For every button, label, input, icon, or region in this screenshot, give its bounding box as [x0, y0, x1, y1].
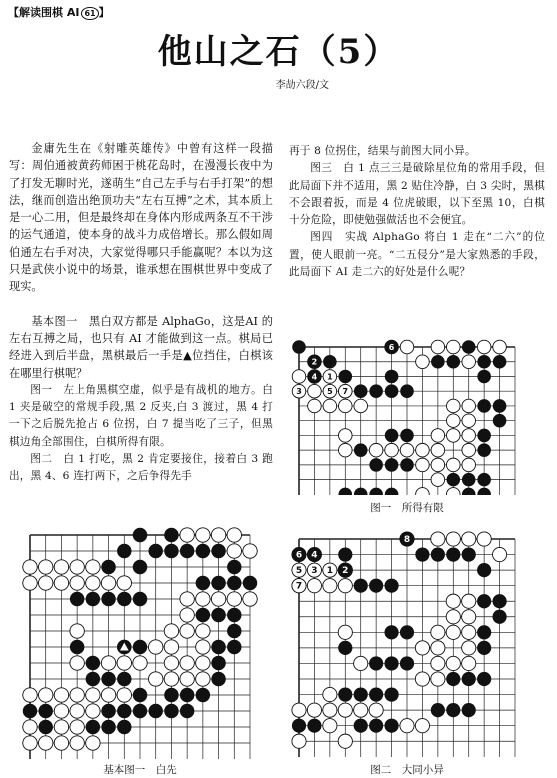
white-stone [38, 688, 52, 702]
white-stone [148, 672, 162, 686]
black-stone [101, 672, 115, 686]
white-stone [308, 384, 322, 398]
black-stone [493, 414, 507, 428]
continuation-paragraph: 再于 8 位拐住，结果与前图大同小异。 [289, 145, 476, 157]
white-stone [338, 625, 352, 639]
white-stone [462, 443, 476, 457]
black-stone [385, 458, 399, 472]
move-number: 8 [403, 535, 411, 545]
white-stone [164, 656, 178, 670]
black-stone [477, 443, 491, 457]
white-stone [308, 399, 322, 413]
black-stone [354, 443, 368, 457]
basic-diagram-paragraph: 基本图一 黑白双方都是 AlphaGo，这是AI 的左右互搏之局，也只有 AI 才能做到这一点。棋局已经进入到后半盘，黑棋最后一手是▲位挡住，白棋该在哪里行棋呢？ [9, 314, 273, 380]
black-stone [117, 672, 131, 686]
black-stone [211, 576, 225, 590]
white-stone [447, 399, 461, 413]
black-stone [323, 355, 337, 369]
white-stone [38, 560, 52, 574]
black-stone [117, 592, 131, 606]
black-stone [400, 384, 414, 398]
black-stone [462, 488, 476, 495]
black-stone [38, 720, 52, 734]
black-stone [101, 592, 115, 606]
black-stone [384, 687, 398, 701]
black-stone [211, 608, 225, 622]
white-stone [117, 576, 131, 590]
black-stone [493, 355, 507, 369]
white-stone [86, 688, 100, 702]
black-stone [492, 594, 506, 608]
white-stone [339, 399, 353, 413]
black-stone [180, 704, 194, 718]
black-stone [400, 625, 414, 639]
black-stone [447, 473, 461, 487]
white-stone [431, 656, 445, 670]
caption-fig1: 图一 所得有限 [370, 502, 444, 514]
white-stone [415, 719, 429, 733]
white-stone [196, 528, 210, 542]
black-stone [133, 704, 147, 718]
white-stone [180, 656, 194, 670]
black-stone [492, 610, 506, 624]
stones [292, 340, 506, 495]
black-stone [148, 704, 162, 718]
move-number: 6 [388, 343, 395, 352]
black-stone [227, 624, 241, 638]
black-stone [243, 576, 257, 590]
black-stone [101, 560, 115, 574]
white-stone [462, 429, 476, 443]
white-stone [38, 576, 52, 590]
white-stone [292, 734, 306, 748]
white-stone [369, 703, 383, 717]
white-stone [338, 703, 352, 717]
white-stone [70, 656, 84, 670]
white-stone [446, 532, 460, 546]
white-stone [493, 340, 507, 354]
black-stone [384, 579, 398, 593]
white-stone [307, 703, 321, 717]
move-number: 2 [342, 566, 349, 577]
white-stone [101, 688, 115, 702]
black-stone [493, 399, 507, 413]
article-author: 李劼六段/文 [275, 80, 329, 91]
move-number: 1 [326, 566, 333, 577]
white-stone [415, 672, 429, 686]
white-stone [196, 656, 210, 670]
white-stone [70, 704, 84, 718]
black-stone [369, 488, 383, 495]
white-stone [447, 458, 461, 472]
black-stone [431, 547, 445, 561]
black-stone [447, 355, 461, 369]
white-stone [54, 576, 68, 590]
white-stone [23, 560, 37, 574]
white-stone [339, 429, 353, 443]
intro-paragraph: 金庸先生在《射雕英雄传》中曾有这样一段描写：周伯通被黄药师困于桃花岛时，在漫漫长夜中为了打发无聊时光，遂萌生“自己左手与右手打架”的想法，继而创造出绝顶功夫“左右互搏”之术，其本质上是一心二用，但是最终却在身体内形成两条互不干涉的运气通道，使本身的战斗力成倍增长。那么假如周伯通左右手对决，大家觉得哪只手能赢呢？本以为这只是武侠小说中的场景，谁承想在围棋世界中变成了现实。 [9, 142, 273, 294]
white-stone [196, 640, 210, 654]
black-stone [477, 563, 491, 577]
white-stone [23, 720, 37, 734]
black-stone [211, 544, 225, 558]
figure1-paragraph: 图一 左上角黑棋空虚，似乎是有战机的地方。白 1 夹是破空的常规手段,黑 2 反夹,白 3 渡过，黑 4 打一下之后脱先抢占 6 位拐，白 7 提当吃了三子，但黑棋边角全部围住，白棋所得有限。 [9, 383, 273, 448]
black-stone [117, 720, 131, 734]
black-stone [369, 579, 383, 593]
black-stone [133, 688, 147, 702]
white-stone [477, 532, 491, 546]
black-stone [196, 576, 210, 590]
white-stone [431, 641, 445, 655]
move-number: 6 [295, 550, 303, 561]
white-stone [292, 703, 306, 717]
white-stone [416, 458, 430, 472]
black-stone [339, 488, 353, 495]
black-stone [180, 544, 194, 558]
white-stone [196, 592, 210, 606]
white-stone [462, 532, 476, 546]
move-number: 5 [295, 566, 303, 577]
go-board-fig2 [291, 531, 523, 757]
black-stone [462, 473, 476, 487]
black-stone [86, 672, 100, 686]
white-stone [133, 656, 147, 670]
black-stone [38, 704, 52, 718]
black-stone [446, 672, 460, 686]
black-stone [86, 656, 100, 670]
move-number: 3 [296, 387, 302, 397]
white-stone [54, 736, 68, 750]
black-stone [369, 719, 383, 733]
white-stone [70, 576, 84, 590]
move-number: 7 [342, 387, 349, 397]
black-stone [354, 488, 368, 495]
black-stone [339, 370, 353, 384]
white-stone [354, 399, 368, 413]
black-stone [133, 560, 147, 574]
white-stone [86, 704, 100, 718]
white-stone [462, 641, 476, 655]
white-stone [227, 592, 241, 606]
series-number-badge: 61 [81, 7, 98, 20]
white-stone [431, 625, 445, 639]
white-stone [339, 443, 353, 457]
white-stone [462, 594, 476, 608]
caption-fig2: 图二 大同小异 [370, 764, 444, 776]
black-stone [400, 458, 414, 472]
white-stone [447, 414, 461, 428]
white-stone [431, 340, 445, 354]
white-stone [462, 610, 476, 624]
black-stone [211, 640, 225, 654]
white-stone [70, 736, 84, 750]
black-stone [477, 429, 491, 443]
white-stone [338, 579, 352, 593]
black-stone [462, 672, 476, 686]
black-stone [164, 704, 178, 718]
black-stone [338, 547, 352, 561]
white-stone [211, 592, 225, 606]
move-number: 1 [327, 372, 333, 382]
white-stone [86, 560, 100, 574]
black-stone [400, 429, 414, 443]
white-stone [70, 560, 84, 574]
black-stone [227, 608, 241, 622]
white-stone [400, 443, 414, 457]
white-stone [323, 579, 337, 593]
white-stone [477, 340, 491, 354]
white-stone [462, 355, 476, 369]
move-number: 7 [295, 581, 303, 592]
white-stone [54, 704, 68, 718]
white-stone [54, 720, 68, 734]
black-stone [354, 719, 368, 733]
white-stone [400, 340, 414, 354]
white-stone [400, 719, 414, 733]
white-stone [180, 624, 194, 638]
article-title: 他山之石（5） [157, 32, 400, 72]
black-stone [462, 547, 476, 561]
black-stone [70, 592, 84, 606]
black-stone [354, 579, 368, 593]
white-stone [462, 458, 476, 472]
white-stone [447, 488, 461, 495]
black-stone [23, 704, 37, 718]
white-stone [416, 355, 430, 369]
white-stone [369, 443, 383, 457]
black-stone [101, 704, 115, 718]
black-stone [446, 547, 460, 561]
black-stone [101, 720, 115, 734]
black-stone [227, 640, 241, 654]
series-label: 【解读围棋 AI 61 】 [8, 6, 110, 19]
black-stone [292, 340, 306, 354]
white-stone [447, 340, 461, 354]
white-stone [462, 414, 476, 428]
black-stone [117, 544, 131, 558]
move-number: 2 [311, 357, 318, 367]
black-stone [164, 688, 178, 702]
black-stone [307, 719, 321, 733]
white-stone [23, 688, 37, 702]
white-stone [180, 608, 194, 622]
black-stone [196, 688, 210, 702]
black-stone [338, 641, 352, 655]
black-stone [385, 429, 399, 443]
white-stone [323, 703, 337, 717]
white-stone [101, 656, 115, 670]
white-stone [446, 594, 460, 608]
black-stone [384, 719, 398, 733]
white-stone [492, 547, 506, 561]
white-stone [164, 624, 178, 638]
black-stone [477, 672, 491, 686]
black-stone [86, 592, 100, 606]
black-stone [477, 488, 491, 495]
black-stone [133, 528, 147, 542]
white-stone [462, 656, 476, 670]
white-stone [416, 488, 430, 495]
white-stone [23, 736, 37, 750]
black-stone [462, 340, 476, 354]
move-number: 5 [327, 387, 333, 397]
black-stone [354, 687, 368, 701]
black-stone [477, 399, 491, 413]
white-stone [70, 624, 84, 638]
white-stone [446, 656, 460, 670]
white-stone [385, 443, 399, 457]
move-number: 3 [311, 566, 318, 577]
white-stone [323, 399, 337, 413]
figure2-paragraph: 图二 白 1 打吃，黑 2 肯定要接住，接着白 3 跑出，黑 4、6 连打两下，之后争得先手 [9, 453, 273, 483]
black-stone [384, 656, 398, 670]
black-stone [385, 384, 399, 398]
black-stone [338, 687, 352, 701]
black-stone [369, 656, 383, 670]
white-stone [196, 672, 210, 686]
white-stone [38, 736, 52, 750]
white-stone [462, 625, 476, 639]
stones [292, 532, 507, 748]
white-stone [117, 688, 131, 702]
black-stone [196, 544, 210, 558]
black-stone [400, 656, 414, 670]
white-stone [54, 560, 68, 574]
white-stone [211, 528, 225, 542]
move-number: 4 [311, 372, 318, 382]
black-stone [196, 608, 210, 622]
white-stone [292, 370, 306, 384]
black-stone [133, 640, 147, 654]
black-stone [227, 576, 241, 590]
black-stone [477, 625, 491, 639]
black-stone [133, 592, 147, 606]
black-stone [369, 384, 383, 398]
black-stone [369, 687, 383, 701]
white-stone [323, 687, 337, 701]
right-column [289, 143, 545, 281]
white-stone [431, 429, 445, 443]
white-stone [148, 640, 162, 654]
white-stone [101, 576, 115, 590]
white-stone [196, 624, 210, 638]
white-stone [446, 610, 460, 624]
black-stone [211, 656, 225, 670]
white-stone [180, 528, 194, 542]
white-stone [307, 579, 321, 593]
white-stone [416, 443, 430, 457]
black-stone [431, 703, 445, 717]
figure3-paragraph: 图三 白 1 点三三是破除星位角的常用手段，但此局面下并不适用，黑 2 贴住冷静，白 3 尖时，黑棋不会跟着扳，而是 4 位虎破眼，以下至黑 10，白棋十分危险，即使勉强做活也不会便宜。 [289, 162, 545, 227]
white-stone [431, 443, 445, 457]
figure4-paragraph: 图四 实战 AlphaGo 将白 1 走在“二六”的位置，使人眼前一亮。“二五侵分”是大家熟悉的手段，此局面下 AI 走二六的好处是什么呢？ [289, 231, 545, 279]
black-stone [117, 704, 131, 718]
white-stone [431, 458, 445, 472]
black-stone [446, 703, 460, 717]
white-stone [431, 672, 445, 686]
black-stone [211, 672, 225, 686]
white-stone [70, 688, 84, 702]
black-stone [164, 544, 178, 558]
white-stone [164, 640, 178, 654]
white-stone [70, 720, 84, 734]
black-stone [148, 544, 162, 558]
black-stone [477, 355, 491, 369]
black-stone [477, 370, 491, 384]
white-stone [23, 576, 37, 590]
white-stone [180, 672, 194, 686]
white-stone [462, 399, 476, 413]
go-board-basic1 [22, 527, 258, 759]
black-stone [70, 640, 84, 654]
white-stone [447, 429, 461, 443]
left-column [9, 140, 273, 486]
black-stone [462, 703, 476, 717]
black-stone [292, 719, 306, 733]
white-stone [431, 473, 445, 487]
white-stone [354, 656, 368, 670]
white-stone [243, 544, 257, 558]
black-stone [477, 594, 491, 608]
black-stone [384, 625, 398, 639]
move-number: 4 [311, 550, 318, 561]
black-stone [415, 547, 429, 561]
caption-basic1: 基本图一 白先 [103, 764, 177, 776]
black-stone [164, 528, 178, 542]
white-stone [431, 532, 445, 546]
black-stone [385, 488, 399, 495]
white-stone [117, 656, 131, 670]
white-stone [180, 592, 194, 606]
board-grid [299, 347, 515, 495]
black-stone [180, 688, 194, 702]
black-stone [86, 720, 100, 734]
white-stone [446, 625, 460, 639]
white-stone [227, 528, 241, 542]
white-stone [243, 592, 257, 606]
white-stone [354, 703, 368, 717]
black-stone [477, 473, 491, 487]
black-stone [354, 384, 368, 398]
white-stone [164, 672, 178, 686]
white-stone [338, 734, 352, 748]
white-stone [54, 688, 68, 702]
black-stone [369, 458, 383, 472]
black-stone [227, 560, 241, 574]
white-stone [323, 719, 337, 733]
black-stone [385, 370, 399, 384]
white-stone [86, 736, 100, 750]
go-board-fig1 [291, 339, 523, 495]
white-stone [227, 544, 241, 558]
white-stone [86, 576, 100, 590]
black-stone [431, 355, 445, 369]
white-stone [415, 641, 429, 655]
black-stone [477, 641, 491, 655]
